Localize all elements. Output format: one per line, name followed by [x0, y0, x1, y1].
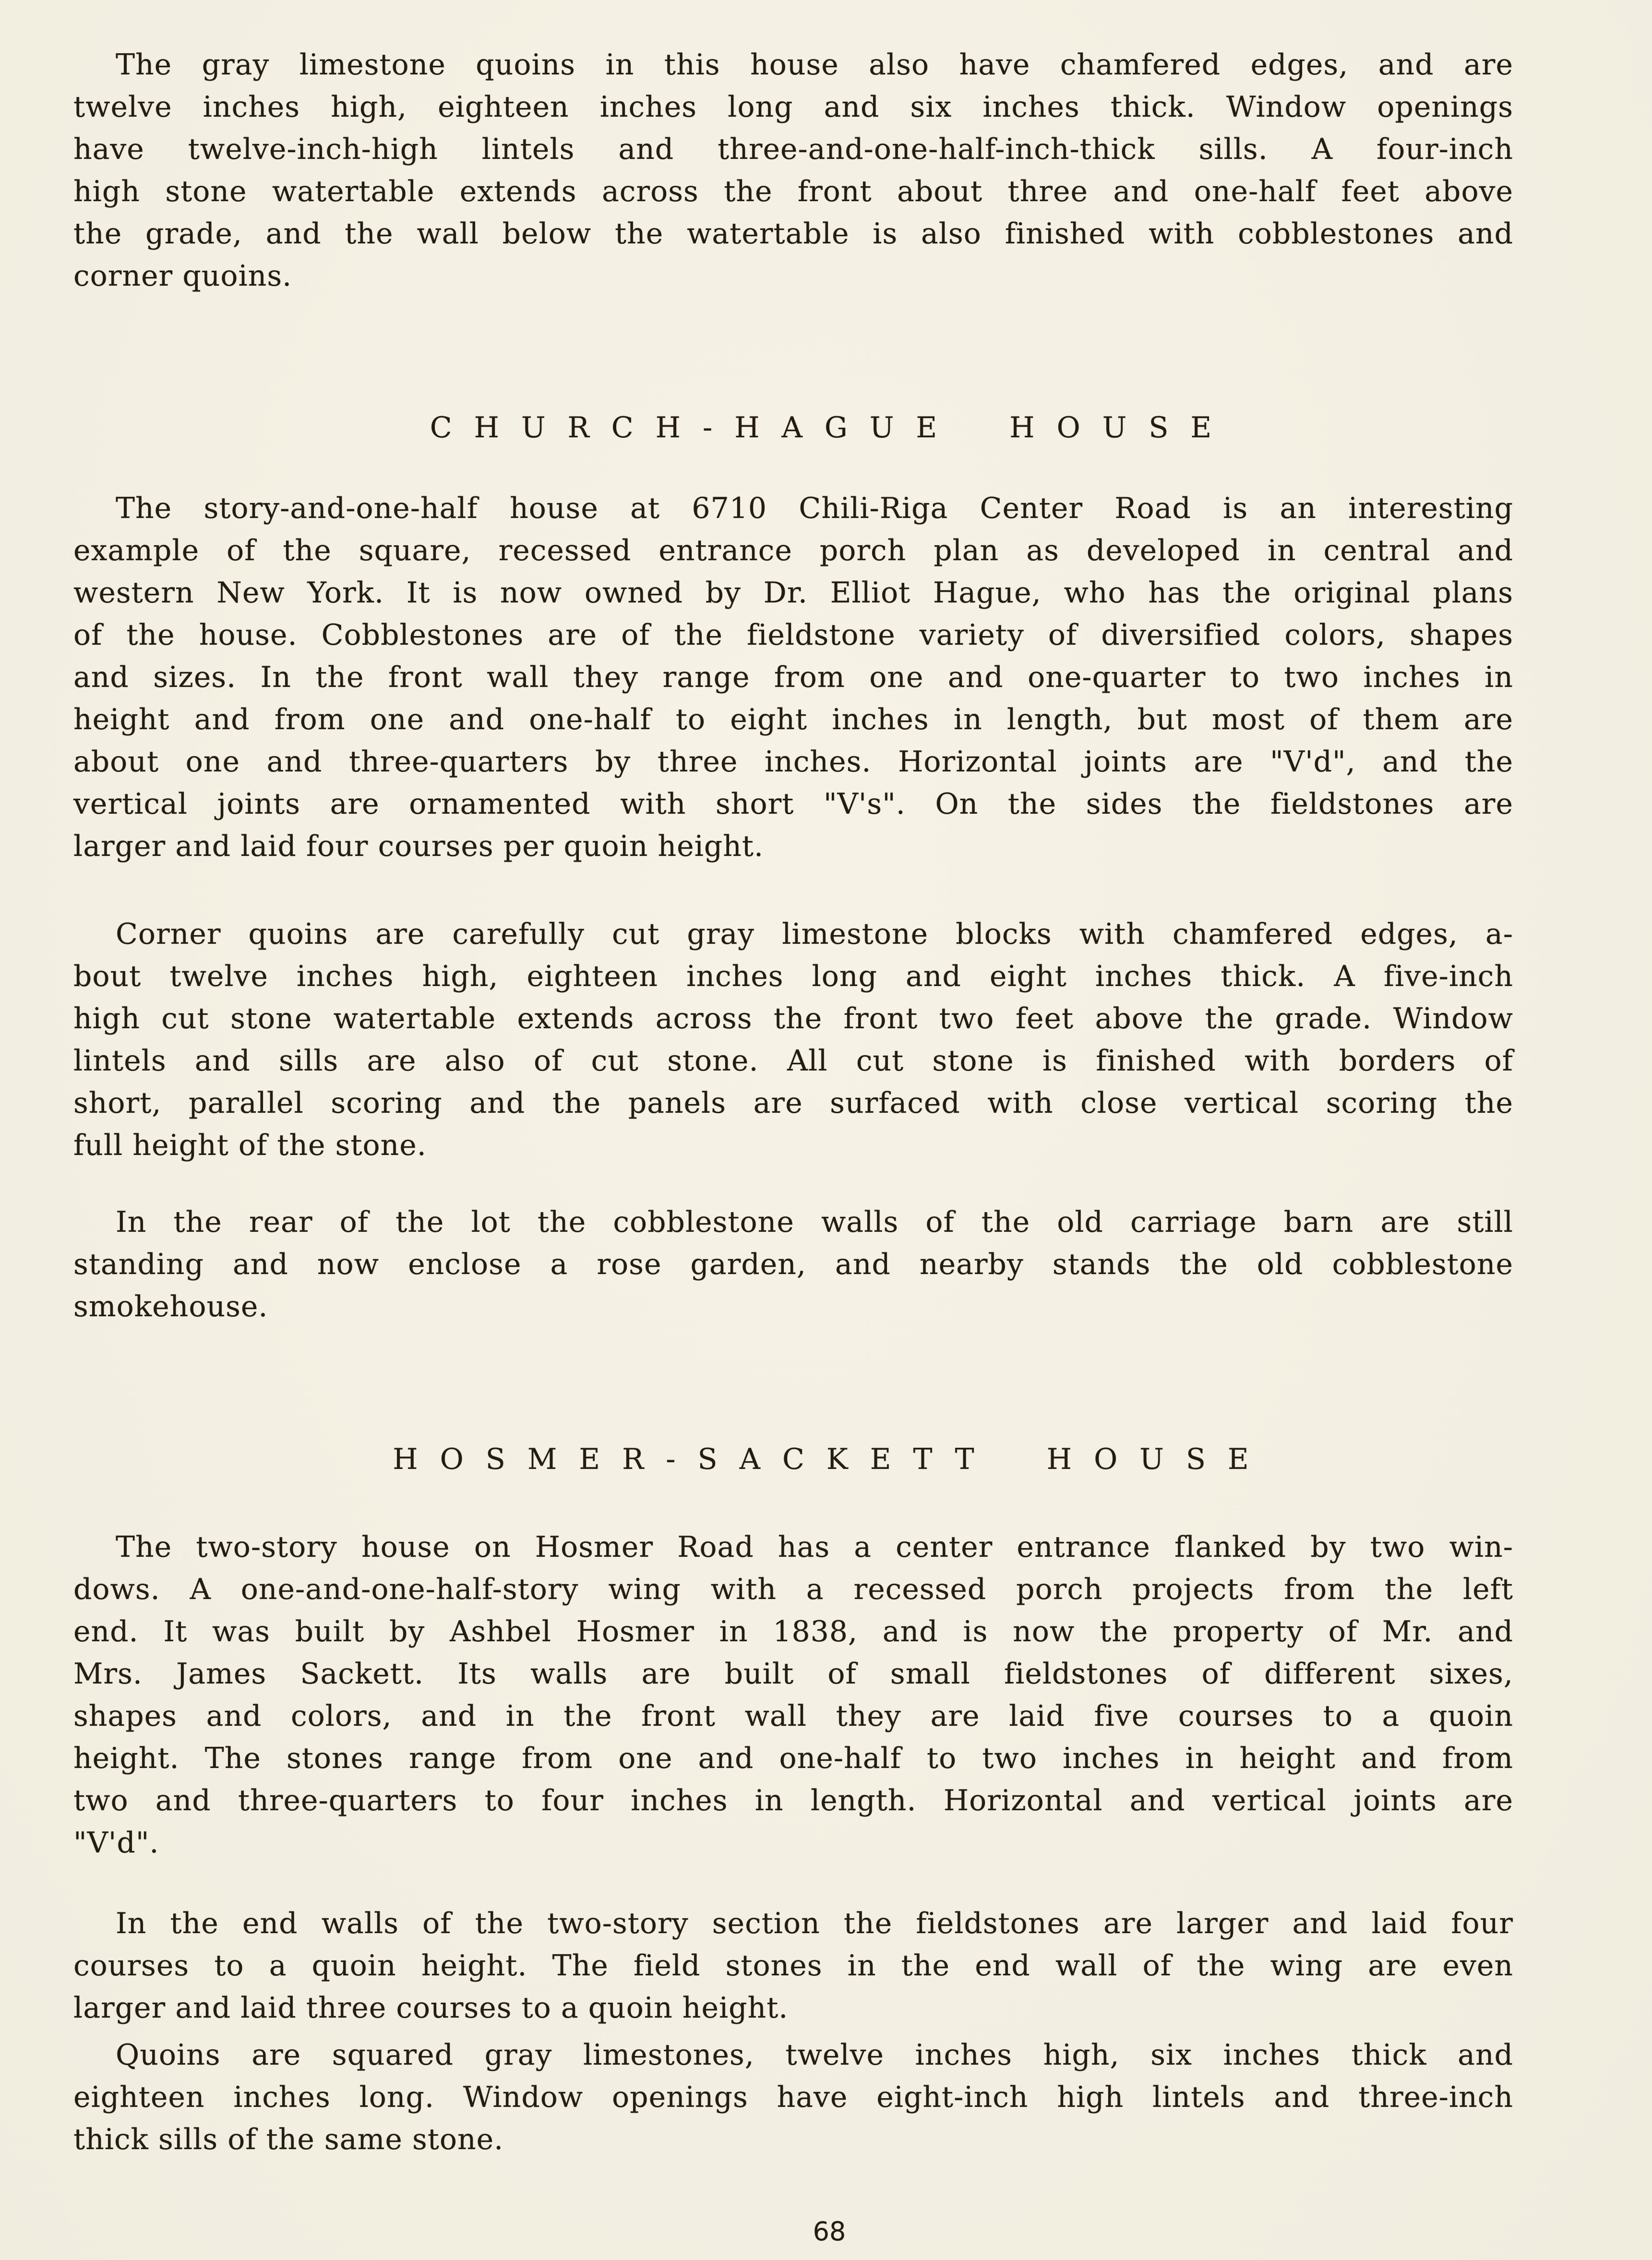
text-line: larger and laid four courses per quoin height. [73, 829, 764, 863]
text-line: standing and now enclose a rose garden, and nearby stands the old cobblestone [73, 1248, 1513, 1281]
text-line: In the rear of the lot the cobblestone walls of the old carriage barn are still [116, 1205, 1513, 1239]
section-heading-hosmer-sackett: HOSMER-SACKETT HOUSE [393, 1443, 1271, 1476]
text-line: shapes and colors, and in the front wall they are laid five courses to a quoin [73, 1699, 1513, 1733]
paragraph-hosmer-sackett-2 [73, 1902, 1513, 2029]
text-line: dows. A one-and-one-half-story wing with a recessed porch projects from the left [73, 1573, 1513, 1606]
paragraph-hosmer-sackett-3 [73, 2034, 1513, 2161]
text-line: eighteen inches long. Window openings have eight-inch high lintels and three-inch [73, 2080, 1513, 2114]
page-number: 68 [813, 2216, 846, 2247]
text-line: Quoins are squared gray limestones, twelve inches high, six inches thick and [116, 2038, 1513, 2072]
paragraph-church-hague-3 [73, 1201, 1513, 1328]
text-line: In the end walls of the two-story section the fieldstones are larger and laid four [116, 1907, 1513, 1940]
text-line: The story-and-one-half house at 6710 Chili-Riga Center Road is an interesting [116, 492, 1513, 525]
text-line: "V'd". [73, 1826, 159, 1860]
text-line: Corner quoins are carefully cut gray limestone blocks with chamfered edges, a- [116, 917, 1513, 951]
text-line: western New York. It is now owned by Dr. Elliot Hague, who has the original plans [73, 576, 1513, 610]
text-line: full height of the stone. [73, 1129, 427, 1162]
text-line: height. The stones range from one and one-half to two inches in height and from [73, 1742, 1513, 1775]
paragraph-intro [73, 44, 1513, 297]
text-line: example of the square, recessed entrance porch plan as developed in central and [73, 534, 1513, 567]
paragraph-church-hague-1 [73, 487, 1513, 867]
text-line: The two-story house on Hosmer Road has a center entrance flanked by two win- [116, 1530, 1513, 1564]
text-line: and sizes. In the front wall they range from one and one-quarter to two inches in [73, 661, 1513, 694]
text-line: bout twelve inches high, eighteen inches long and eight inches thick. A five-inch [73, 960, 1513, 993]
text-line: two and three-quarters to four inches in length. Horizontal and vertical joints are [73, 1784, 1513, 1817]
paragraph-hosmer-sackett-1 [73, 1526, 1513, 1864]
text-line: courses to a quoin height. The field stones in the end wall of the wing are even [73, 1949, 1513, 1983]
text-line: high stone watertable extends across the front about three and one-half feet above [73, 175, 1513, 208]
text-line: end. It was built by Ashbel Hosmer in 1838, and is now the property of Mr. and [73, 1615, 1513, 1648]
text-line: vertical joints are ornamented with short "V's". On the sides the fieldstones are [73, 787, 1513, 821]
text-line: lintels and sills are also of cut stone. All cut stone is finished with borders of [73, 1044, 1513, 1078]
text-line: about one and three-quarters by three inches. Horizontal joints are "V'd", and the [73, 745, 1513, 779]
text-line: The gray limestone quoins in this house also have chamfered edges, and are [116, 48, 1513, 82]
text-line: of the house. Cobblestones are of the fieldstone variety of diversified colors, shapes [73, 618, 1513, 652]
text-line: short, parallel scoring and the panels are surfaced with close vertical scoring the [73, 1086, 1513, 1120]
text-line: the grade, and the wall below the watertable is also finished with cobblestones and [73, 217, 1513, 251]
paragraph-church-hague-2 [73, 913, 1513, 1166]
text-line: twelve inches high, eighteen inches long and six inches thick. Window openings [73, 90, 1513, 124]
text-line: have twelve-inch-high lintels and three-and-one-half-inch-thick sills. A four-inch [73, 132, 1513, 166]
text-line: high cut stone watertable extends across the front two feet above the grade. Window [73, 1002, 1513, 1035]
text-line: corner quoins. [73, 259, 292, 293]
text-block [73, 0, 1513, 2253]
text-line: smokehouse. [73, 1290, 268, 1323]
text-line: height and from one and one-half to eight inches in length, but most of them are [73, 703, 1513, 736]
text-line: Mrs. James Sackett. Its walls are built of small fieldstones of different sixes, [73, 1657, 1513, 1691]
section-heading-church-hague: CHURCH-HAGUE HOUSE [430, 411, 1234, 445]
text-line: thick sills of the same stone. [73, 2123, 504, 2156]
text-line: larger and laid three courses to a quoin height. [73, 1991, 789, 2025]
